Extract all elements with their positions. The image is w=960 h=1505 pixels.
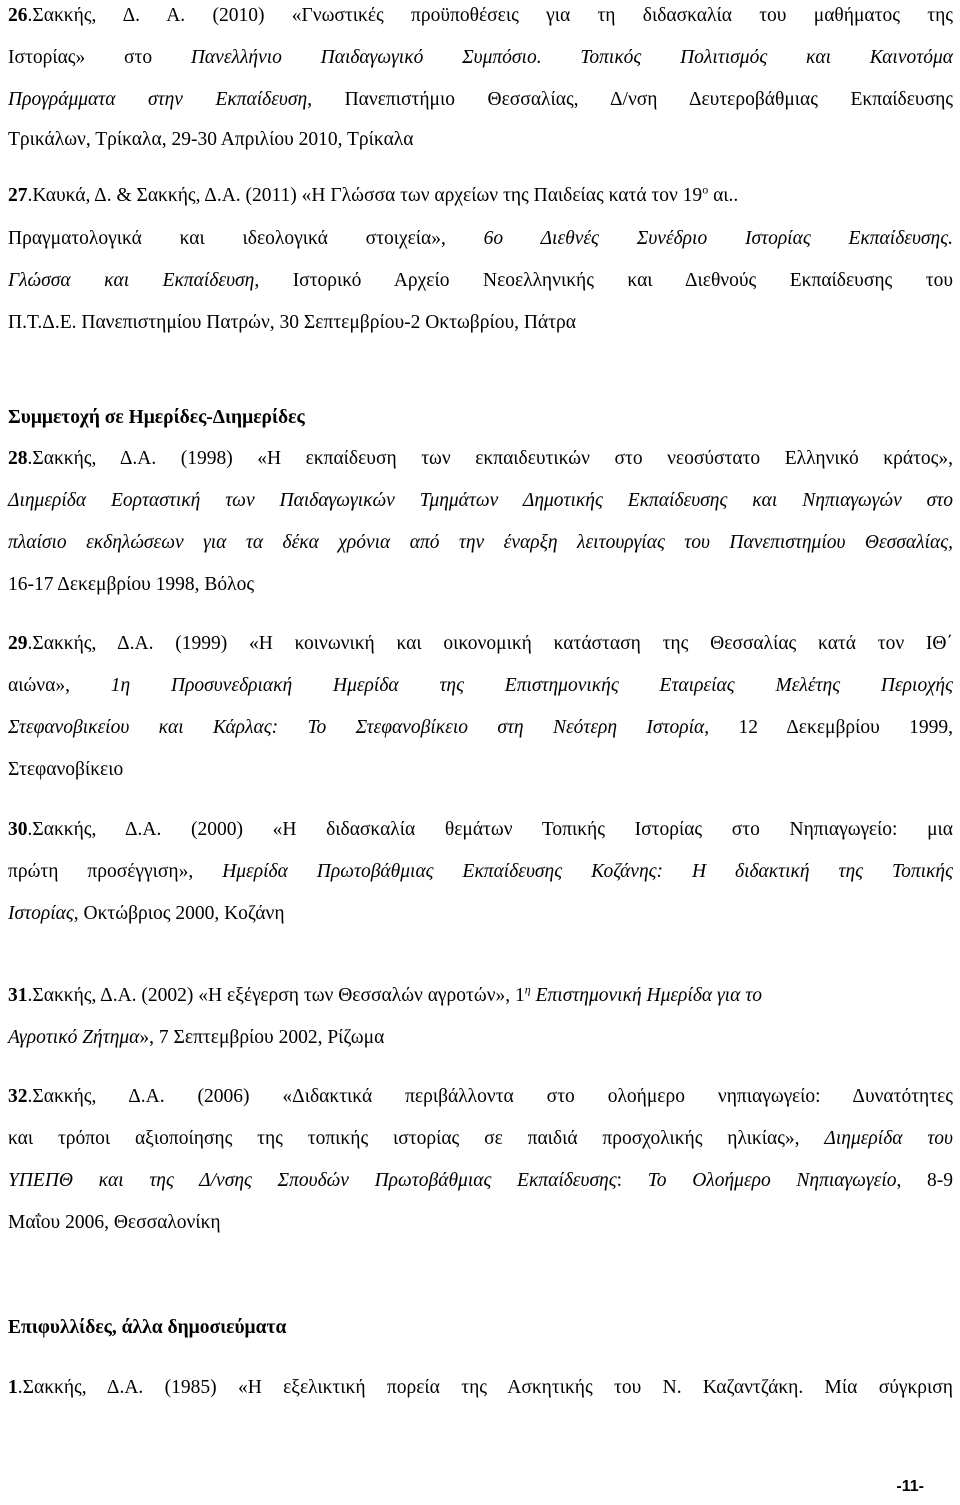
ref-italic-text: Προγράμματα στην Εκπαίδευση — [8, 89, 308, 110]
ref-text: και τρόποι αξιοποίησης της τοπικής ιστορίας σε παιδιά προσχολικής ηλικίας», — [8, 1128, 825, 1149]
ref-text: πρώτη προσέγγιση», — [8, 861, 223, 882]
ref-30-line-2 — [8, 860, 953, 884]
ref-27-line-1 — [8, 184, 738, 208]
ref-28-line-4: 16-17 Δεκεμβρίου 1998, Βόλος — [8, 574, 255, 595]
ref-29-line-1 — [8, 632, 953, 656]
ref-30-line-1 — [8, 818, 953, 842]
ref-text: : — [616, 1170, 648, 1191]
ref-29-line-3 — [8, 716, 953, 740]
ref-26-line-1 — [8, 4, 953, 28]
ref-31-line-1 — [8, 984, 762, 1008]
ref-text: .Σακκής, Δ.Α. (1999) «Η κοινωνική και οικονομική κατάσταση της Θεσσαλίας κατά τον ΙΘ΄ — [27, 633, 953, 654]
ref-text: , Πανεπιστήμιο Θεσσαλίας, Δ/νση Δευτεροβάθμιας Εκπαίδευσης — [307, 89, 954, 110]
ref-number: 32 — [8, 1086, 28, 1107]
ref-text: .Σακκής, Δ.Α. (2002) «Η εξέγερση των Θεσσαλών αγροτών», 1 — [27, 985, 525, 1006]
ref-32-line-4: Μαΐου 2006, Θεσσαλονίκη — [8, 1212, 221, 1233]
ref-italic-text: Επιστημονική Ημερίδα για το — [530, 985, 762, 1006]
ref-32-line-3 — [8, 1169, 953, 1193]
ref-26-line-4: Τρικάλων, Τρίκαλα, 29-30 Απριλίου 2010, Τρίκαλα — [8, 129, 414, 150]
superscript: ο — [702, 182, 709, 197]
ref-italic-text: Γλώσσα και Εκπαίδευση — [8, 270, 255, 291]
ref-28-line-1 — [8, 447, 953, 471]
ref-text: αιώνα», — [8, 675, 111, 696]
ref-italic-text: Πανελλήνιο Παιδαγωγικό Συμπόσιο. Τοπικός Πολιτισμός και Καινοτόμα — [190, 47, 953, 68]
ref-text: Πραγματολογικά και ιδεολογικά στοιχεία», — [8, 228, 484, 249]
ref-italic-text: Διημερίδα του — [824, 1128, 954, 1149]
ref-32-line-2 — [8, 1127, 953, 1151]
ref-text: .Σακκής, Δ.Α. (1985) «Η εξελικτική πορεία της Ασκητικής του Ν. Καζαντζάκη. Μία σύγκριση — [17, 1377, 953, 1398]
ref-28-line-3: πλαίσιο εκδηλώσεων για τα δέκα χρόνια από την έναρξη λειτουργίας του Πανεπιστημίου Θεσσαλίας, — [8, 532, 953, 553]
ref-text: .Σακκής, Δ. Α. (2010) «Γνωστικές προϋποθέσεις για τη διδασκαλία του μαθήματος της — [27, 5, 953, 26]
ref-number: 28 — [8, 448, 28, 469]
page-number: -11- — [896, 1478, 924, 1495]
ref-1-line-1 — [8, 1376, 953, 1400]
ref-italic-text: ΥΠΕΠΘ και της Δ/νσης Σπουδών Πρωτοβάθμιας Εκπαίδευσης — [8, 1170, 617, 1191]
ref-27-line-4: Π.Τ.Δ.Ε. Πανεπιστημίου Πατρών, 30 Σεπτεμβρίου-2 Οκτωβρίου, Πάτρα — [8, 312, 576, 333]
ref-29-line-4: Στεφανοβίκειο — [8, 759, 124, 780]
section-heading: Συμμετοχή σε Ημερίδες-Διημερίδες — [8, 407, 305, 428]
ref-number: 1 — [8, 1377, 18, 1398]
ref-italic-text: Αγροτικό Ζήτημα — [8, 1027, 140, 1048]
ref-text: .Σακκής, Δ.Α. (2000) «Η διδασκαλία θεμάτων Τοπικής Ιστορίας στο Νηπιαγωγείο: μια — [27, 819, 953, 840]
ref-number: 29 — [8, 633, 28, 654]
ref-number: 30 — [8, 819, 28, 840]
superscript: η — [524, 982, 531, 997]
ref-text: , 12 Δεκεμβρίου 1999, — [704, 717, 953, 738]
ref-italic-text: 6ο Διεθνές Συνέδριο Ιστορίας Εκπαίδευσης. — [483, 228, 953, 249]
ref-text: αι.. — [708, 185, 739, 206]
ref-text: », 7 Σεπτεμβρίου 2002, Ρίζωμα — [139, 1027, 385, 1048]
ref-text: .Καυκά, Δ. & Σακκής, Δ.Α. (2011) «Η Γλώσσα των αρχείων της Παιδείας κατά τον 19 — [27, 185, 703, 206]
ref-text: .Σακκής, Δ.Α. (1998) «Η εκπαίδευση των εκπαιδευτικών στο νεοσύστατο Ελληνικό κράτος», — [27, 448, 953, 469]
ref-31-line-2 — [8, 1026, 384, 1050]
ref-text: , 8-9 — [896, 1170, 954, 1191]
ref-text: .Σακκής, Δ.Α. (2006) «Διδακτικά περιβάλλοντα στο ολοήμερο νηπιαγωγείο: Δυνατότητες — [27, 1086, 953, 1107]
ref-text: Ιστορίας» στο — [8, 47, 191, 68]
ref-29-line-2 — [8, 674, 953, 698]
ref-26-line-3 — [8, 88, 953, 112]
ref-italic-text: Ημερίδα Πρωτοβάθμιας Εκπαίδευσης Κοζάνης: Η διδακτική της Τοπικής — [222, 861, 953, 882]
ref-italic-text: Ιστορίας — [8, 903, 74, 924]
ref-26-line-2 — [8, 46, 953, 70]
ref-30-line-3 — [8, 902, 285, 926]
ref-28-line-2: Διημερίδα Εορταστική των Παιδαγωγικών Τμημάτων Δημοτικής Εκπαίδευσης και Νηπιαγωγών στο — [8, 490, 953, 511]
ref-italic-text: Το Ολοήμερο Νηπιαγωγείο — [647, 1170, 897, 1191]
section-heading: Επιφυλλίδες, άλλα δημοσιεύματα — [8, 1317, 287, 1338]
ref-number: 31 — [8, 985, 28, 1006]
ref-text: , Ιστορικό Αρχείο Νεοελληνικής και Διεθνούς Εκπαίδευσης του — [254, 270, 953, 291]
ref-italic-text: 1η Προσυνεδριακή Ημερίδα της Επιστημονικής Εταιρείας Μελέτης Περιοχής — [110, 675, 953, 696]
ref-27-line-2 — [8, 227, 953, 251]
ref-number: 27 — [8, 185, 28, 206]
ref-27-line-3 — [8, 269, 953, 293]
ref-text: , Οκτώβριος 2000, Κοζάνη — [73, 903, 285, 924]
ref-italic-text: Στεφανοβικείου και Κάρλας: Το Στεφανοβίκειο στη Νεότερη Ιστορία — [8, 717, 705, 738]
ref-number: 26 — [8, 5, 28, 26]
ref-32-line-1 — [8, 1085, 953, 1109]
